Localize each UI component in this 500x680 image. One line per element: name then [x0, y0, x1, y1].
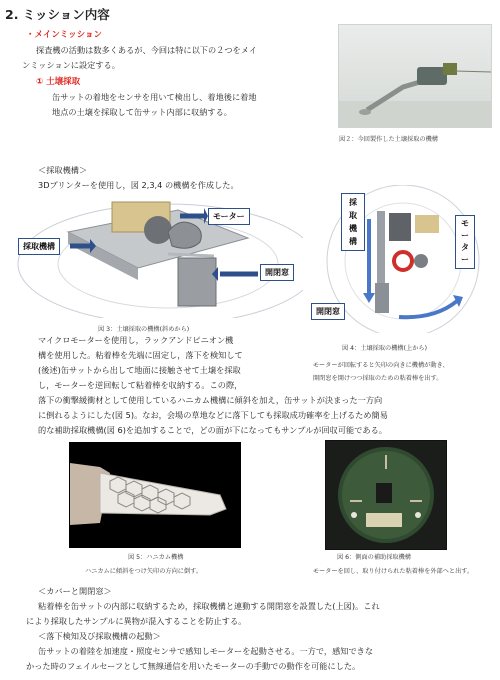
- cover-line-1: 粘着棒を缶サットの内部に収納するため，採取機構と連動する開閉窓を設置した(上図)。これ: [38, 601, 380, 611]
- body-line-5: 落下の衝撃緩衝材として使用しているハニカム機構に傾斜を加え，缶サットが決まった一方向: [38, 395, 383, 405]
- fig3-label-motor: モーター: [208, 208, 250, 225]
- body-line-4: し，モーターを逆回転して粘着棒を収納する。この際，: [38, 380, 243, 390]
- body-line-7: 的な補助採取機構(図 6)を追加することで，どの面が下になってもサンプルが回収可能である。: [38, 425, 387, 435]
- fig6-note: モーターを回し、取り付けられた粘着棒を外部へと出す。: [313, 568, 474, 575]
- item1-title: ① 土壌採取: [36, 77, 81, 87]
- fig5-note: ハニカムに傾斜をつけ矢印の方向に倒す。: [85, 568, 203, 575]
- cover-heading: ＜カバーと開閉窓＞: [38, 586, 112, 596]
- fig3-diagram: [8, 194, 303, 318]
- detect-line-1: 缶サットの着陸を加速度・照度センサで感知しモーターを起動させる。一方で，感知できな: [38, 646, 374, 656]
- fig3-label-mechanism: 採取機構: [18, 238, 60, 255]
- item1-line-2: 地点の土壌を採取して缶サット内部に収納する。: [52, 107, 232, 117]
- fig6-caption: 図 6：側面の補助採取機構: [337, 554, 411, 561]
- fig3-label-window: 開閉窓: [260, 264, 294, 281]
- body-line-1: マイクロモーターを使用し，ラックアンドピニオン機: [38, 335, 234, 345]
- main-mission-line-2: ンミッションに設定する。: [22, 60, 120, 70]
- item1-line-1: 缶サットの着地をセンサを用いて検出し、着地後に着地: [52, 92, 257, 102]
- cover-line-2: により採取したサンプルに異物が混入することを防止する。: [26, 616, 247, 626]
- body-line-2: 構を使用した。粘着棒を先端に固定し，落下を検知して: [38, 350, 243, 360]
- main-mission-line-1: 探査機の活動は数多くあるが、今回は特に以下の２つをメイ: [36, 45, 257, 55]
- fig3-caption: 図 3：土壌採取の機構(斜めから): [98, 326, 190, 333]
- mechanism-line-1: 3Dプリンターを使用し，図 2,3,4 の機構を作成した。: [38, 180, 239, 190]
- fig4-note-line-2: 開閉窓を開けつつ採取のための粘着棒を出す。: [313, 375, 443, 382]
- fig2-caption: 図２：今回製作した土壌採取の機構: [339, 136, 438, 143]
- fig4-note-line-1: モーターが回転すると矢印の向きに機構が動き、: [313, 362, 449, 369]
- fig4-diagram: [307, 185, 493, 333]
- fig4-label-mechanism: 採取機構: [341, 193, 365, 251]
- mechanism-heading: ＜採取機構＞: [38, 165, 88, 175]
- detect-heading: ＜落下検知及び採取機構の起動＞: [38, 631, 161, 641]
- fig4-caption: 図 4：土壌採取の機構(上から): [342, 345, 427, 352]
- section-title: 2. ミッション内容: [5, 7, 110, 22]
- main-mission-heading: ・メインミッション: [26, 30, 102, 40]
- fig6-photo: [325, 440, 447, 550]
- fig2-photo: [338, 24, 492, 128]
- body-line-3: (後述)缶サットから出して地面に接触させて土壌を採取: [38, 365, 241, 375]
- fig4-label-motor: モーター: [455, 215, 475, 269]
- body-line-6: に倒れるようにした(図 5)。なお，会場の草地などに落下しても採取成功確率を上げるため簡易: [38, 410, 388, 420]
- fig5-photo: [69, 442, 241, 548]
- fig4-label-window: 開閉窓: [311, 303, 345, 320]
- detect-line-2: かった時のフェイルセーフとして無線通信を用いたモーターの手動での動作を可能にした。: [26, 661, 361, 671]
- fig5-caption: 図 5：ハニカム機構: [128, 554, 184, 561]
